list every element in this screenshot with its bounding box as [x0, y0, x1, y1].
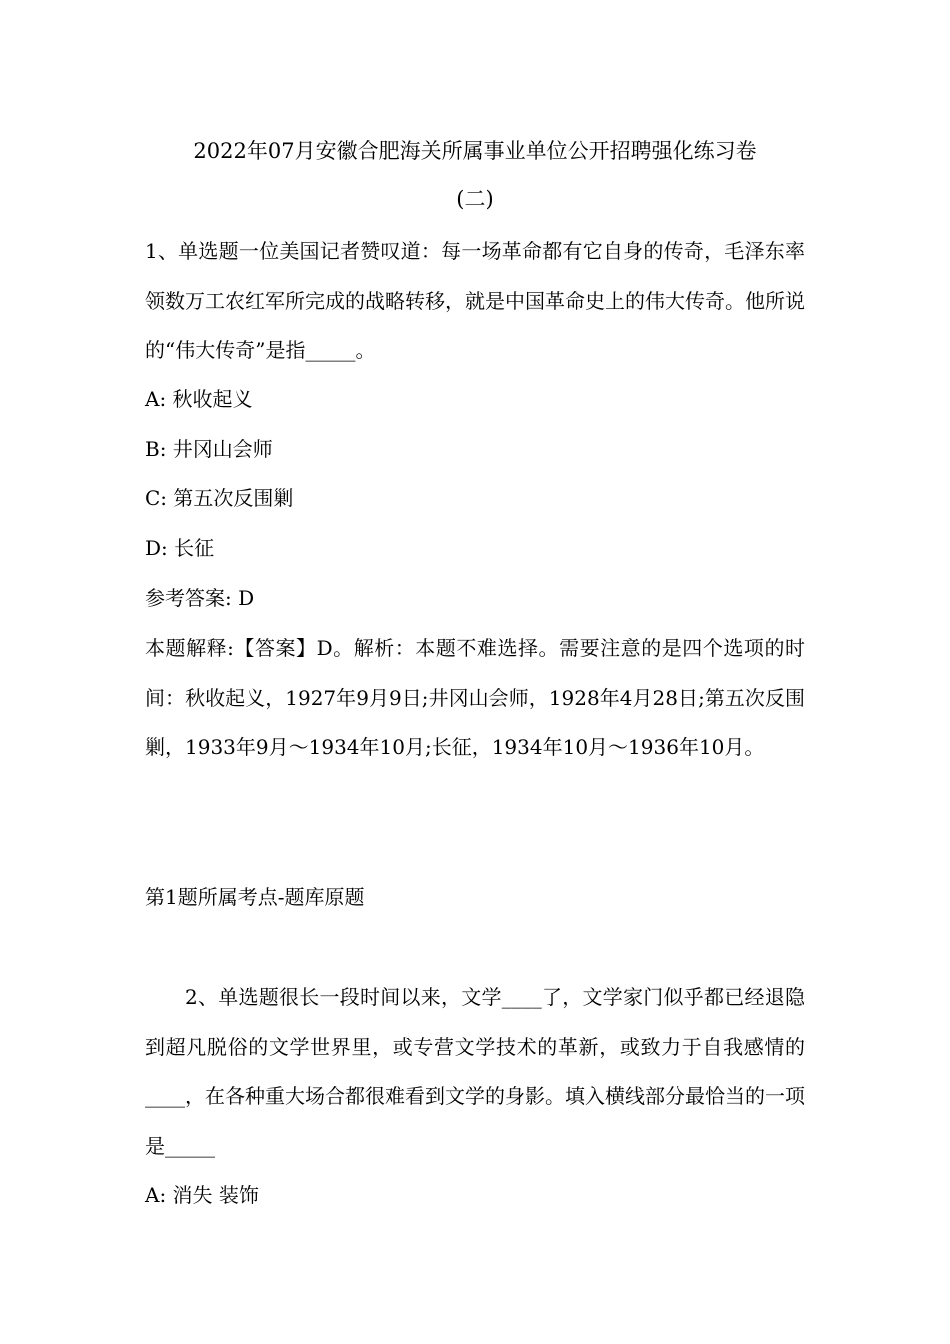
- question-1-option-b: B: 井冈山会师: [145, 437, 273, 461]
- question-2-stem: 2、单选题很长一段时间以来，文学____了，文学家门似乎都已经退隐到超凡脱俗的文学世界里，或专营文学技术的革新，或致力于自我感情的____，在各种重大场合都很难看到文学的身影。填入横线部分最恰当的一项是_____: [145, 985, 805, 1159]
- question-1-option-c: C: 第五次反围剿: [145, 486, 294, 510]
- document-subtitle: (二): [456, 187, 494, 211]
- question-1-option-d: D: 长征: [145, 536, 215, 560]
- document-title: 2022年07月安徽合肥海关所属事业单位公开招聘强化练习卷: [193, 139, 757, 163]
- question-1-answer: 参考答案: D: [145, 586, 255, 610]
- question-2-option-a: A: 消失 装饰: [145, 1183, 259, 1207]
- question-1-topic: 第1题所属考点-题库原题: [145, 885, 365, 909]
- question-1-explanation: 本题解释:【答案】D。解析：本题不难选择。需要注意的是四个选项的时间：秋收起义，1927年9月9日;井冈山会师，1928年4月28日;第五次反围剿，1933年9月～1934年10月;长征，1934年10月～1936年10月。: [145, 636, 805, 760]
- question-1-option-a: A: 秋收起义: [145, 387, 253, 411]
- question-1-stem: 1、单选题一位美国记者赞叹道：每一场革命都有它自身的传奇，毛泽东率领数万工农红军所完成的战略转移，就是中国革命史上的伟大传奇。他所说的“伟大传奇”是指_____。: [145, 239, 805, 363]
